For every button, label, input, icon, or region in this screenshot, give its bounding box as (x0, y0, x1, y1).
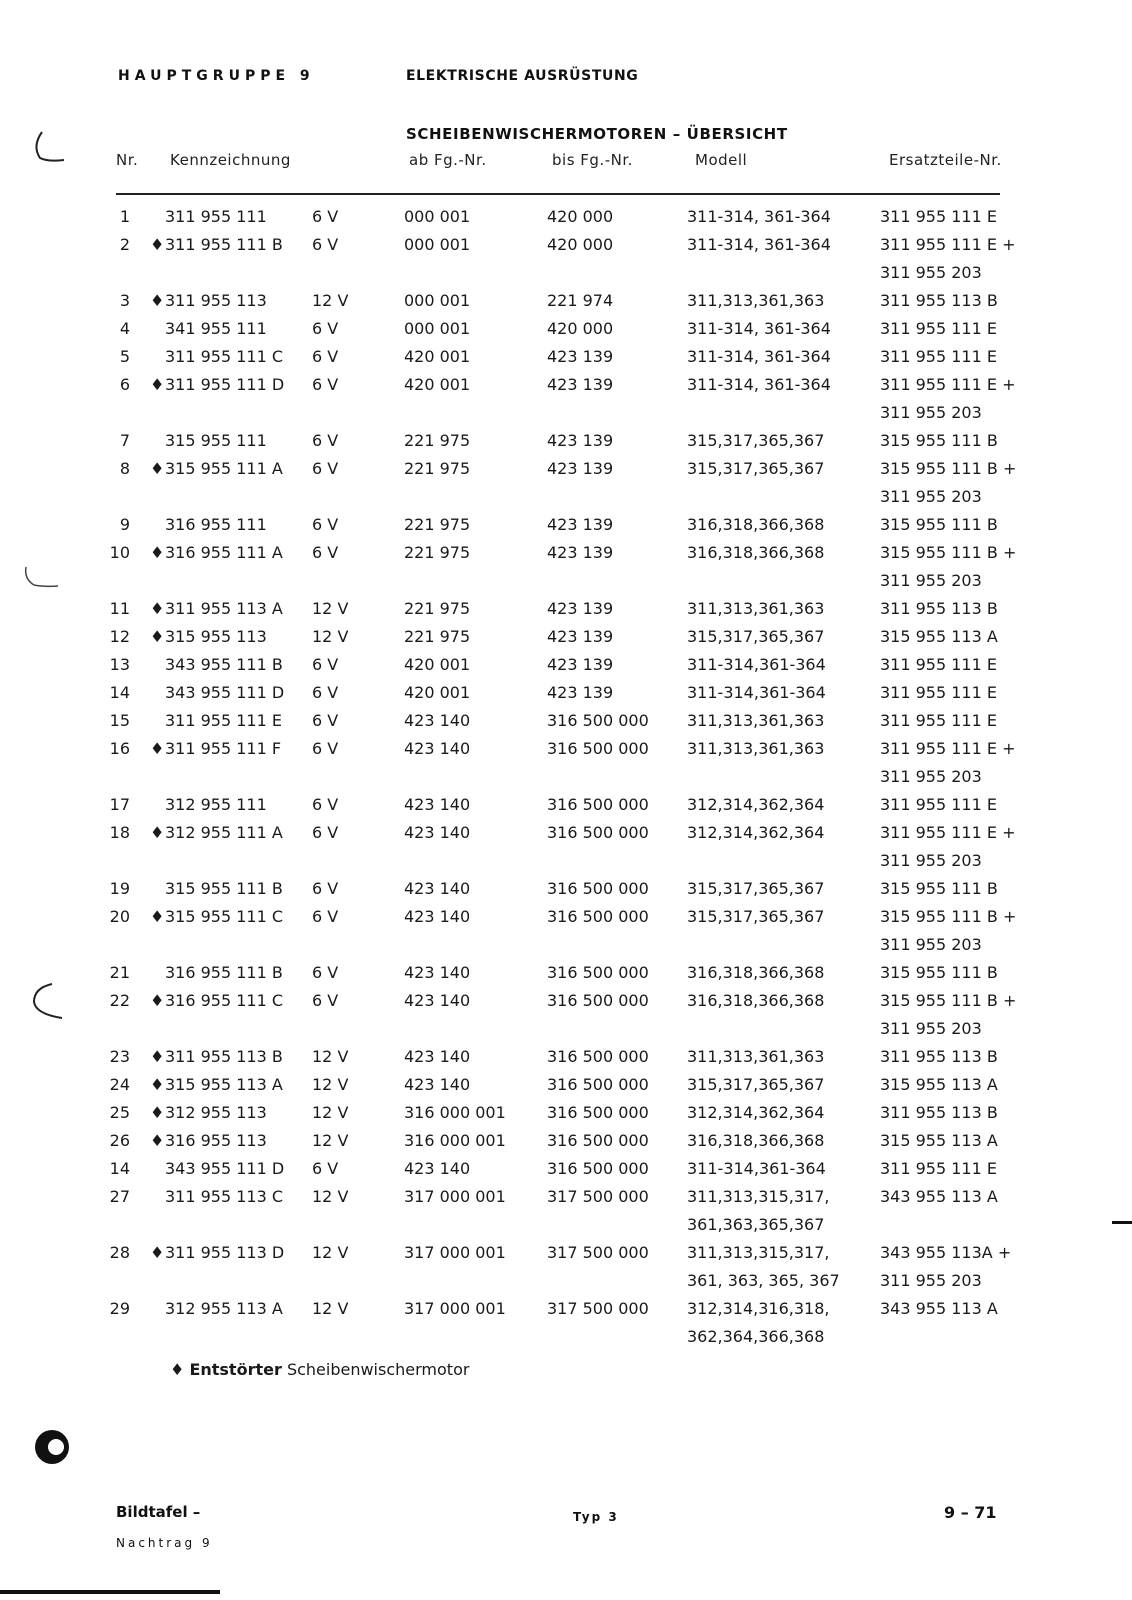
typ-label: Typ 3 (573, 1510, 619, 1524)
model-range: 316,318,366,368 (687, 543, 825, 562)
from-chassis-number: 221 975 (404, 515, 471, 534)
voltage: 6 V (312, 235, 339, 254)
row-number: 12 (109, 627, 130, 646)
model-range: 311,313,361,363 (687, 739, 825, 758)
model-range: 311,313,361,363 (687, 1047, 825, 1066)
voltage: 6 V (312, 459, 339, 478)
row-number: 18 (109, 823, 130, 842)
footnote-mark: ♦ (170, 1360, 185, 1379)
voltage: 6 V (312, 655, 339, 674)
replacement-part-number: 315 955 113 A (880, 1131, 998, 1150)
model-range: 316,318,366,368 (687, 963, 825, 982)
suppressed-motor-mark: ♦ (150, 1243, 165, 1262)
voltage: 6 V (312, 543, 339, 562)
suppressed-motor-mark: ♦ (150, 1047, 165, 1066)
to-chassis-number: 420 000 (547, 235, 614, 254)
replacement-part-number: 315 955 111 B (880, 515, 998, 534)
voltage: 6 V (312, 907, 339, 926)
to-chassis-number: 316 500 000 (547, 1047, 649, 1066)
part-code: 311 955 113 B (165, 1047, 283, 1066)
to-chassis-number: 316 500 000 (547, 907, 649, 926)
from-chassis-number: 316 000 001 (404, 1131, 506, 1150)
part-code: 315 955 111 B (165, 879, 283, 898)
replacement-part-number: 311 955 203 (880, 487, 982, 506)
part-code: 312 955 111 A (165, 823, 283, 842)
to-chassis-number: 420 000 (547, 207, 614, 226)
suppressed-motor-mark: ♦ (150, 991, 165, 1010)
voltage: 12 V (312, 1131, 349, 1150)
replacement-part-number: 311 955 203 (880, 767, 982, 786)
model-range: 311-314, 361-364 (687, 235, 831, 254)
part-code: 312 955 113 A (165, 1299, 283, 1318)
part-code: 311 955 113 (165, 291, 267, 310)
replacement-part-number: 311 955 111 E (880, 655, 997, 674)
voltage: 12 V (312, 1243, 349, 1262)
model-range: 311-314, 361-364 (687, 319, 831, 338)
to-chassis-number: 316 500 000 (547, 739, 649, 758)
replacement-part-number: 315 955 111 B + (880, 991, 1017, 1010)
to-chassis-number: 316 500 000 (547, 991, 649, 1010)
to-chassis-number: 317 500 000 (547, 1299, 649, 1318)
row-number: 27 (109, 1187, 130, 1206)
voltage: 6 V (312, 823, 339, 842)
voltage: 6 V (312, 319, 339, 338)
replacement-part-number: 311 955 113 B (880, 1047, 998, 1066)
to-chassis-number: 316 500 000 (547, 963, 649, 982)
part-code: 311 955 111 D (165, 375, 285, 394)
model-range: 362,364,366,368 (687, 1327, 825, 1346)
replacement-part-number: 315 955 111 B + (880, 907, 1017, 926)
model-range: 361, 363, 365, 367 (687, 1271, 840, 1290)
voltage: 6 V (312, 963, 339, 982)
row-number: 15 (109, 711, 130, 730)
suppressed-motor-mark: ♦ (150, 291, 165, 310)
row-number: 22 (109, 991, 130, 1010)
from-chassis-number: 000 001 (404, 319, 471, 338)
voltage: 6 V (312, 207, 339, 226)
header-rule (116, 193, 1000, 195)
column-header-bis: bis Fg.-Nr. (552, 151, 633, 169)
row-number: 2 (119, 235, 130, 254)
suppressed-motor-mark: ♦ (150, 459, 165, 478)
binding-hole (30, 1425, 78, 1473)
row-number: 28 (109, 1243, 130, 1262)
replacement-part-number: 311 955 203 (880, 263, 982, 282)
to-chassis-number: 423 139 (547, 375, 614, 394)
replacement-part-number: 311 955 203 (880, 935, 982, 954)
suppressed-motor-mark: ♦ (150, 235, 165, 254)
to-chassis-number: 316 500 000 (547, 879, 649, 898)
replacement-part-number: 311 955 111 E + (880, 375, 1016, 394)
voltage: 6 V (312, 795, 339, 814)
voltage: 6 V (312, 683, 339, 702)
voltage: 12 V (312, 1187, 349, 1206)
row-number: 13 (109, 655, 130, 674)
model-range: 312,314,362,364 (687, 823, 825, 842)
to-chassis-number: 423 139 (547, 431, 614, 450)
to-chassis-number: 316 500 000 (547, 1103, 649, 1122)
row-number: 6 (119, 375, 130, 394)
model-range: 315,317,365,367 (687, 627, 825, 646)
replacement-part-number: 311 955 111 E (880, 1159, 997, 1178)
replacement-part-number: 311 955 111 E (880, 711, 997, 730)
replacement-part-number: 315 955 111 B + (880, 543, 1017, 562)
replacement-part-number: 311 955 203 (880, 1271, 982, 1290)
suppressed-motor-mark: ♦ (150, 599, 165, 618)
footnote (170, 1360, 469, 1379)
row-number: 5 (119, 347, 130, 366)
replacement-part-number: 315 955 113 A (880, 1075, 998, 1094)
row-number: 25 (109, 1103, 130, 1122)
to-chassis-number: 423 139 (547, 683, 614, 702)
replacement-part-number: 311 955 113 B (880, 599, 998, 618)
from-chassis-number: 000 001 (404, 291, 471, 310)
to-chassis-number: 423 139 (547, 347, 614, 366)
suppressed-motor-mark: ♦ (150, 1131, 165, 1150)
part-code: 343 955 111 D (165, 683, 285, 702)
edge-mark (1112, 1221, 1132, 1224)
row-number: 1 (119, 207, 130, 226)
model-range: 311,313,315,317, (687, 1187, 830, 1206)
part-code: 343 955 111 D (165, 1159, 285, 1178)
voltage: 12 V (312, 627, 349, 646)
model-range: 311-314,361-364 (687, 1159, 826, 1178)
model-range: 311-314, 361-364 (687, 375, 831, 394)
scan-hole-mark-1 (30, 128, 70, 168)
footnote-lead: Entstörter (189, 1360, 282, 1379)
from-chassis-number: 000 001 (404, 235, 471, 254)
part-code: 316 955 111 B (165, 963, 283, 982)
model-range: 311,313,361,363 (687, 291, 825, 310)
from-chassis-number: 423 140 (404, 823, 471, 842)
row-number: 8 (119, 459, 130, 478)
part-code: 311 955 111 (165, 207, 267, 226)
suppressed-motor-mark: ♦ (150, 907, 165, 926)
from-chassis-number: 221 975 (404, 599, 471, 618)
to-chassis-number: 423 139 (547, 515, 614, 534)
to-chassis-number: 420 000 (547, 319, 614, 338)
row-number: 7 (119, 431, 130, 450)
part-code: 315 955 111 C (165, 907, 284, 926)
from-chassis-number: 316 000 001 (404, 1103, 506, 1122)
from-chassis-number: 423 140 (404, 963, 471, 982)
model-range: 311-314,361-364 (687, 655, 826, 674)
model-range: 316,318,366,368 (687, 991, 825, 1010)
part-code: 312 955 113 (165, 1103, 267, 1122)
voltage: 12 V (312, 291, 349, 310)
suppressed-motor-mark: ♦ (150, 627, 165, 646)
from-chassis-number: 420 001 (404, 375, 471, 394)
row-number: 4 (119, 319, 130, 338)
model-range: 316,318,366,368 (687, 1131, 825, 1150)
from-chassis-number: 420 001 (404, 655, 471, 674)
part-code: 311 955 111 E (165, 711, 282, 730)
replacement-part-number: 311 955 111 E + (880, 235, 1016, 254)
to-chassis-number: 423 139 (547, 627, 614, 646)
model-range: 315,317,365,367 (687, 431, 825, 450)
part-code: 316 955 111 A (165, 543, 283, 562)
voltage: 6 V (312, 711, 339, 730)
to-chassis-number: 423 139 (547, 655, 614, 674)
voltage: 6 V (312, 879, 339, 898)
nachtrag-label: Nachtrag 9 (116, 1536, 213, 1550)
to-chassis-number: 316 500 000 (547, 1131, 649, 1150)
part-code: 315 955 113 (165, 627, 267, 646)
replacement-part-number: 311 955 203 (880, 1019, 982, 1038)
replacement-part-number: 311 955 111 E (880, 795, 997, 814)
replacement-part-number: 315 955 111 B (880, 963, 998, 982)
column-header-ersatzteile: Ersatzteile-Nr. (889, 151, 1002, 169)
part-code: 343 955 111 B (165, 655, 283, 674)
model-range: 312,314,362,364 (687, 795, 825, 814)
voltage: 12 V (312, 599, 349, 618)
part-code: 315 955 111 A (165, 459, 283, 478)
row-number: 3 (119, 291, 130, 310)
page-number: 9 – 71 (944, 1503, 997, 1522)
row-number: 14 (109, 683, 130, 702)
part-code: 311 955 111 B (165, 235, 283, 254)
to-chassis-number: 316 500 000 (547, 823, 649, 842)
row-number: 19 (109, 879, 130, 898)
from-chassis-number: 423 140 (404, 795, 471, 814)
section-heading: ELEKTRISCHE AUSRÜSTUNG (406, 68, 639, 84)
from-chassis-number: 423 140 (404, 991, 471, 1010)
voltage: 12 V (312, 1299, 349, 1318)
part-code: 311 955 113 A (165, 599, 283, 618)
suppressed-motor-mark: ♦ (150, 1075, 165, 1094)
column-header-ab: ab Fg.-Nr. (409, 151, 487, 169)
from-chassis-number: 420 001 (404, 347, 471, 366)
model-range: 312,314,362,364 (687, 1103, 825, 1122)
model-range: 311-314, 361-364 (687, 347, 831, 366)
from-chassis-number: 221 975 (404, 459, 471, 478)
table-title: SCHEIBENWISCHERMOTOREN – ÜBERSICHT (406, 125, 788, 143)
suppressed-motor-mark: ♦ (150, 543, 165, 562)
to-chassis-number: 423 139 (547, 543, 614, 562)
model-range: 315,317,365,367 (687, 879, 825, 898)
from-chassis-number: 423 140 (404, 1159, 471, 1178)
row-number: 9 (119, 515, 130, 534)
row-number: 21 (109, 963, 130, 982)
row-number: 29 (109, 1299, 130, 1318)
part-code: 316 955 111 C (165, 991, 284, 1010)
row-number: 11 (109, 599, 130, 618)
model-range: 316,318,366,368 (687, 515, 825, 534)
voltage: 12 V (312, 1103, 349, 1122)
from-chassis-number: 423 140 (404, 907, 471, 926)
to-chassis-number: 316 500 000 (547, 1159, 649, 1178)
from-chassis-number: 221 975 (404, 431, 471, 450)
voltage: 12 V (312, 1047, 349, 1066)
replacement-part-number: 311 955 111 E + (880, 823, 1016, 842)
from-chassis-number: 423 140 (404, 711, 471, 730)
replacement-part-number: 315 955 113 A (880, 627, 998, 646)
row-number: 17 (109, 795, 130, 814)
to-chassis-number: 423 139 (547, 599, 614, 618)
to-chassis-number: 316 500 000 (547, 1075, 649, 1094)
to-chassis-number: 423 139 (547, 459, 614, 478)
from-chassis-number: 420 001 (404, 683, 471, 702)
model-range: 311,313,361,363 (687, 599, 825, 618)
voltage: 6 V (312, 375, 339, 394)
from-chassis-number: 000 001 (404, 207, 471, 226)
part-code: 311 955 113 C (165, 1187, 284, 1206)
to-chassis-number: 316 500 000 (547, 711, 649, 730)
replacement-part-number: 311 955 203 (880, 851, 982, 870)
scan-hole-mark-2 (18, 565, 68, 595)
replacement-part-number: 311 955 111 E (880, 347, 997, 366)
from-chassis-number: 317 000 001 (404, 1299, 506, 1318)
replacement-part-number: 311 955 113 B (880, 1103, 998, 1122)
replacement-part-number: 315 955 111 B + (880, 459, 1017, 478)
suppressed-motor-mark: ♦ (150, 739, 165, 758)
from-chassis-number: 221 975 (404, 543, 471, 562)
replacement-part-number: 343 955 113 A (880, 1299, 998, 1318)
replacement-part-number: 343 955 113A + (880, 1243, 1012, 1262)
part-code: 315 955 113 A (165, 1075, 283, 1094)
row-number: 23 (109, 1047, 130, 1066)
part-code: 316 955 111 (165, 515, 267, 534)
replacement-part-number: 311 955 203 (880, 403, 982, 422)
voltage: 6 V (312, 431, 339, 450)
to-chassis-number: 317 500 000 (547, 1243, 649, 1262)
replacement-part-number: 311 955 111 E (880, 683, 997, 702)
part-code: 311 955 113 D (165, 1243, 285, 1262)
model-range: 361,363,365,367 (687, 1215, 825, 1234)
from-chassis-number: 423 140 (404, 1047, 471, 1066)
from-chassis-number: 221 975 (404, 627, 471, 646)
voltage: 6 V (312, 739, 339, 758)
replacement-part-number: 315 955 111 B (880, 879, 998, 898)
model-range: 311,313,361,363 (687, 711, 825, 730)
bottom-edge-mark (0, 1590, 220, 1594)
replacement-part-number: 311 955 203 (880, 571, 982, 590)
to-chassis-number: 317 500 000 (547, 1187, 649, 1206)
replacement-part-number: 311 955 111 E (880, 319, 997, 338)
model-range: 315,317,365,367 (687, 459, 825, 478)
row-number: 26 (109, 1131, 130, 1150)
main-group-heading: HAUPTGRUPPE 9 (118, 68, 315, 84)
footnote-text: Scheibenwischermotor (281, 1360, 470, 1379)
voltage: 6 V (312, 991, 339, 1010)
part-code: 312 955 111 (165, 795, 267, 814)
row-number: 16 (109, 739, 130, 758)
voltage: 6 V (312, 347, 339, 366)
part-code: 316 955 113 (165, 1131, 267, 1150)
replacement-part-number: 315 955 111 B (880, 431, 998, 450)
from-chassis-number: 423 140 (404, 879, 471, 898)
model-range: 315,317,365,367 (687, 1075, 825, 1094)
row-number: 20 (109, 907, 130, 926)
replacement-part-number: 343 955 113 A (880, 1187, 998, 1206)
bildtafel-label: Bildtafel – (116, 1503, 201, 1521)
from-chassis-number: 423 140 (404, 739, 471, 758)
part-code: 311 955 111 C (165, 347, 284, 366)
model-range: 311-314, 361-364 (687, 207, 831, 226)
model-range: 315,317,365,367 (687, 907, 825, 926)
suppressed-motor-mark: ♦ (150, 1103, 165, 1122)
part-code: 341 955 111 (165, 319, 267, 338)
row-number: 14 (109, 1159, 130, 1178)
row-number: 24 (109, 1075, 130, 1094)
from-chassis-number: 317 000 001 (404, 1187, 506, 1206)
from-chassis-number: 423 140 (404, 1075, 471, 1094)
suppressed-motor-mark: ♦ (150, 823, 165, 842)
to-chassis-number: 221 974 (547, 291, 614, 310)
column-header-kennzeichnung: Kennzeichnung (170, 151, 291, 169)
replacement-part-number: 311 955 111 E + (880, 739, 1016, 758)
scan-hole-mark-3 (28, 978, 78, 1026)
voltage: 6 V (312, 515, 339, 534)
part-code: 315 955 111 (165, 431, 267, 450)
column-header-nr: Nr. (116, 151, 139, 169)
model-range: 312,314,316,318, (687, 1299, 830, 1318)
from-chassis-number: 317 000 001 (404, 1243, 506, 1262)
part-code: 311 955 111 F (165, 739, 282, 758)
voltage: 6 V (312, 1159, 339, 1178)
suppressed-motor-mark: ♦ (150, 375, 165, 394)
replacement-part-number: 311 955 113 B (880, 291, 998, 310)
replacement-part-number: 311 955 111 E (880, 207, 997, 226)
voltage: 12 V (312, 1075, 349, 1094)
to-chassis-number: 316 500 000 (547, 795, 649, 814)
model-range: 311,313,315,317, (687, 1243, 830, 1262)
row-number: 10 (109, 543, 130, 562)
model-range: 311-314,361-364 (687, 683, 826, 702)
column-header-modell: Modell (695, 151, 748, 169)
